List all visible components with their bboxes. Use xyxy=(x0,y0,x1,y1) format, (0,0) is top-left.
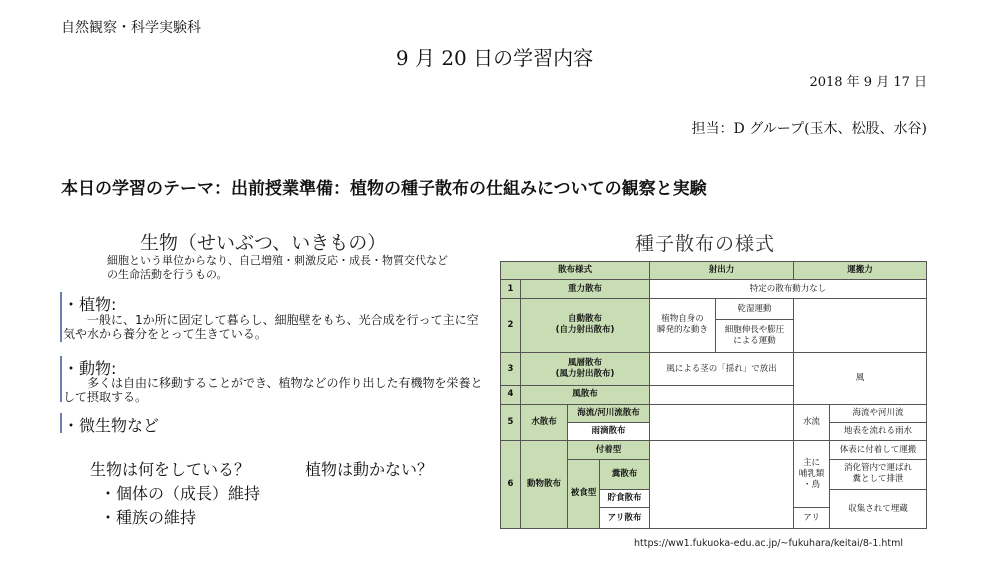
header-transport: 運搬力 xyxy=(794,262,927,280)
question-plants-move: 植物は動かない？ xyxy=(305,460,434,479)
wind-agent: 風 xyxy=(794,352,927,404)
mode-wind: 風散布 xyxy=(521,386,650,404)
water-transport-current: 海流や河川流 xyxy=(830,404,927,422)
animal-feed: 被食型 xyxy=(568,459,600,528)
source-url: https://ww1.fukuoka-edu.ac.jp/~fukuhara/keitai/8-1.html xyxy=(634,538,904,549)
mode-gravity: 重力散布 xyxy=(521,280,650,298)
row-number: 5 xyxy=(501,404,521,441)
plant-description: 一般に、1か所に固定して暮らし、細胞壁をもち、光合成を行って主に空気や水から養分をとって生きている。 xyxy=(63,313,479,341)
row-number: 2 xyxy=(501,298,521,352)
header-ejection: 射出力 xyxy=(650,262,794,280)
wind-ballistic-desc: 風による茎の「揺れ」で放出 xyxy=(650,352,794,386)
section-bar xyxy=(60,356,62,402)
wind-ejection xyxy=(650,386,794,404)
autochory-turgor: 細胞伸長や膨圧 による運動 xyxy=(716,320,794,352)
row-number: 4 xyxy=(501,386,521,404)
dispersal-table-box xyxy=(500,261,926,529)
plant-title: ・植物: xyxy=(63,295,117,314)
gravity-desc: 特定の散布動力なし xyxy=(650,280,927,298)
water-ejection xyxy=(650,404,794,441)
learning-theme: 本日の学習のテーマ：出前授業準備：植物の種子散布の仕組みについての観察と実験 xyxy=(61,179,707,199)
animal-agent-ant: アリ xyxy=(794,508,830,529)
header-mode: 散布様式 xyxy=(501,262,650,280)
animal-transport-dung: 消化管内で運ばれ 糞として排泄 xyxy=(830,459,927,489)
row-number: 1 xyxy=(501,280,521,298)
row-number: 3 xyxy=(501,352,521,386)
document-date: 2018 年 9 月 17 日 xyxy=(809,75,927,90)
animal-dung: 糞散布 xyxy=(600,459,650,489)
mode-wind-ballistic: 風層散布 (風力射出散布) xyxy=(521,352,650,386)
animal-transport-cache: 収集されて埋蔵 xyxy=(830,490,927,529)
bullet-species: ・種族の維持 xyxy=(100,508,197,527)
dispersal-heading: 種子散布の様式 xyxy=(635,233,776,255)
mode-animal: 動物散布 xyxy=(521,441,568,529)
animal-description: 多くは自由に移動することができ、植物などの作り出した有機物を栄養として摂取する。 xyxy=(63,376,483,404)
animal-ant: アリ散布 xyxy=(600,508,650,529)
water-agent: 水流 xyxy=(794,404,830,441)
animal-cache: 貯食散布 xyxy=(600,490,650,508)
course-name: 自然観察・科学実験科 xyxy=(61,20,201,36)
animal-agent-mammal-bird: 主に 哺乳類 ・鳥 xyxy=(794,441,830,508)
question-what-organisms-do: 生物は何をしている？ xyxy=(90,460,251,479)
autochory-transport xyxy=(794,298,927,352)
section-bar xyxy=(60,413,62,433)
mode-water: 水散布 xyxy=(521,404,568,441)
staff-line: 担当：D グループ(玉木、松股、水谷) xyxy=(691,121,927,137)
bullet-individual: ・個体の（成長）維持 xyxy=(100,484,261,503)
water-raindrop: 雨滴散布 xyxy=(568,423,650,441)
mode-autochory: 自動散布 (自力射出散布) xyxy=(521,298,650,352)
section-bar xyxy=(60,292,62,342)
water-transport-rain: 地表を流れる雨水 xyxy=(830,423,927,441)
water-current: 海流/河川流散布 xyxy=(568,404,650,422)
animal-attach: 付着型 xyxy=(568,441,650,459)
animal-transport-attach: 体表に付着して運搬 xyxy=(830,441,927,459)
page-title: 9 月 20 日の学習内容 xyxy=(395,46,594,70)
animal-title: ・動物: xyxy=(63,359,117,378)
autochory-sub: 植物自身の 瞬発的な動き xyxy=(650,298,716,352)
microorganism-title: ・微生物など xyxy=(63,416,160,435)
organism-heading: 生物（せいぶつ、いきもの） xyxy=(140,232,387,254)
dispersal-table xyxy=(500,261,927,529)
organism-definition: 細胞という単位からなり、自己増殖・刺激反応・成長・物質交代などの生命活動を行うもの。 xyxy=(107,254,448,281)
row-number: 6 xyxy=(501,441,521,529)
autochory-hygro: 乾湿運動 xyxy=(716,298,794,320)
animal-ejection xyxy=(650,441,794,529)
